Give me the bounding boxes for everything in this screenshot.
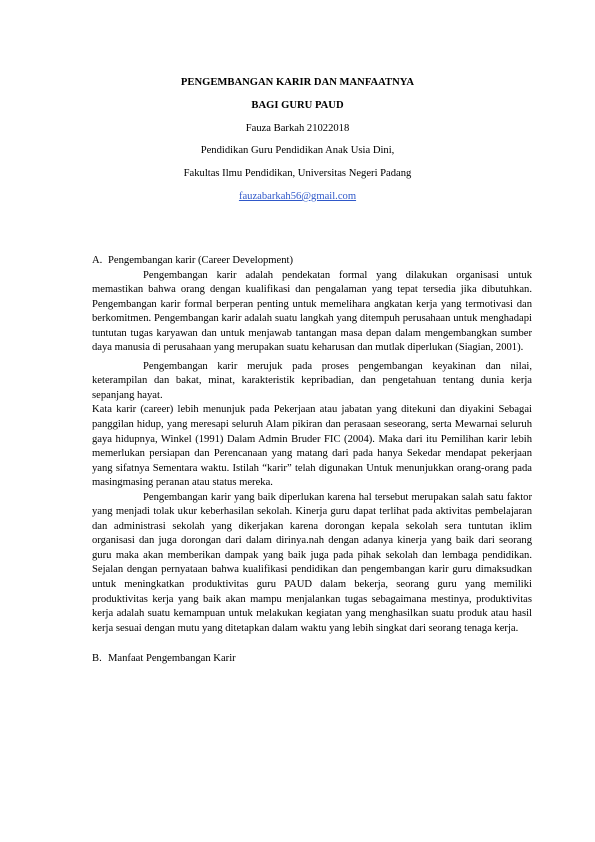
section-a-heading [92, 254, 532, 269]
email-link[interactable]: fauzabarkah56@gmail.com [238, 190, 357, 202]
title-line-1: PENGEMBANGAN KARIR DAN MANFAATNYA [180, 77, 415, 88]
paragraph-4: Pengembangan karir yang baik diperlukan karena hal tersebut merupakan salah satu faktor yang menjadi tolak ukur keberhasilan sekolah. Kinerja guru dapat terlihat pada aktivitas pembelajaran dan administrasi sekolah yang dikerjakan karena dorongan kepala sekolah sera tuntutan iklim organisasi dan juga dorongan dari dalam dirinya.nah dengan adanya kinerja yang baik dari seorang guru maka akan memberikan dampak yang baik juga pada pihak sekolah dan lembaga pendidikan. Sejalan dengan pernyataan bahwa kualifikasi pendidikan dan pengembangan karir guru dimaksudkan untuk meningkatkan produktivitas guru PAUD dalam bekerja, seorang guru yang memiliki produktivitas kerja yang baik akan mampu menjalankan tugas sebagaimana mestinya, produktivitas kerja adalah suatu kemampuan untuk melakukan kegiatan yang menghasilkan suatu produk atau hasil kerja sesuai dengan mutu yang ditetapkan dalam waktu yang lebih singkat dari seorang tenaga kerja. [92, 491, 532, 634]
document-body [92, 254, 532, 667]
paragraph-3: Kata karir (career) lebih menunjuk pada Pekerjaan atau jabatan yang ditekuni dan diyakini Sebagai panggilan hidup, yang meresapi seluruh Alam pikiran dan perasaan seseorang, serta Mewarnai seluruh gaya hidupnya, Winkel (1991) Dalam Admin Bruder FIC (2004). Maka dari itu Pemilihan karir lebih memerlukan persiapan dan Perencanaan yang matang dari pada hanya Sekedar mendapat pekerjaan yang sifatnya Sementara waktu. Istilah “karir” telah digunakan Untuk menunjukkan orang-orang pada masingmasing peranan atau status mereka. [92, 404, 532, 489]
program-line: Pendidikan Guru Pendidikan Anak Usia Dini, [200, 145, 395, 157]
title-line-2: BAGI GURU PAUD [251, 99, 344, 111]
section-b-title: Manfaat Pengembangan Karir [108, 653, 236, 665]
section-b-heading [92, 652, 532, 667]
document-header [0, 72, 595, 209]
author-line: Fauza Barkah 21022018 [245, 122, 350, 134]
section-a-title: Pengembangan karir (Career Development) [108, 255, 294, 266]
section-b-marker: B. [92, 653, 102, 665]
paragraph-2: Pengembangan karir merujuk pada proses pengembangan keyakinan dan nilai, keterampilan dan bakat, minat, karakteristik kepribadian, dan pengetahuan tentang dunia kerja sepanjang hayat. [92, 360, 532, 401]
section-a-marker: A. [92, 255, 103, 266]
paragraph-1: Pengembangan karir adalah pendekatan formal yang dilakukan organisasi untuk memastikan bahwa orang dengan kualifikasi dan pengalaman yang tepat tersedia jika dibutuhkan. Pengembangan karir formal berperan penting untuk memelihara angkatan kerja yang termotivasi dan berkomitmen. Pengembangan karir adalah suatu langkah yang ditempuh perusahaan untuk menghadapi tuntutan tugas karyawan dan untuk menjawab tantangan masa depan dalam mengembangkan sumber daya manusia di perusahaan yang merupakan suatu keharusan dan mutlak diperlukan (Siagian, 2001). [92, 269, 532, 354]
faculty-line: Fakultas Ilmu Pendidikan, Universitas Negeri Padang [183, 168, 412, 180]
